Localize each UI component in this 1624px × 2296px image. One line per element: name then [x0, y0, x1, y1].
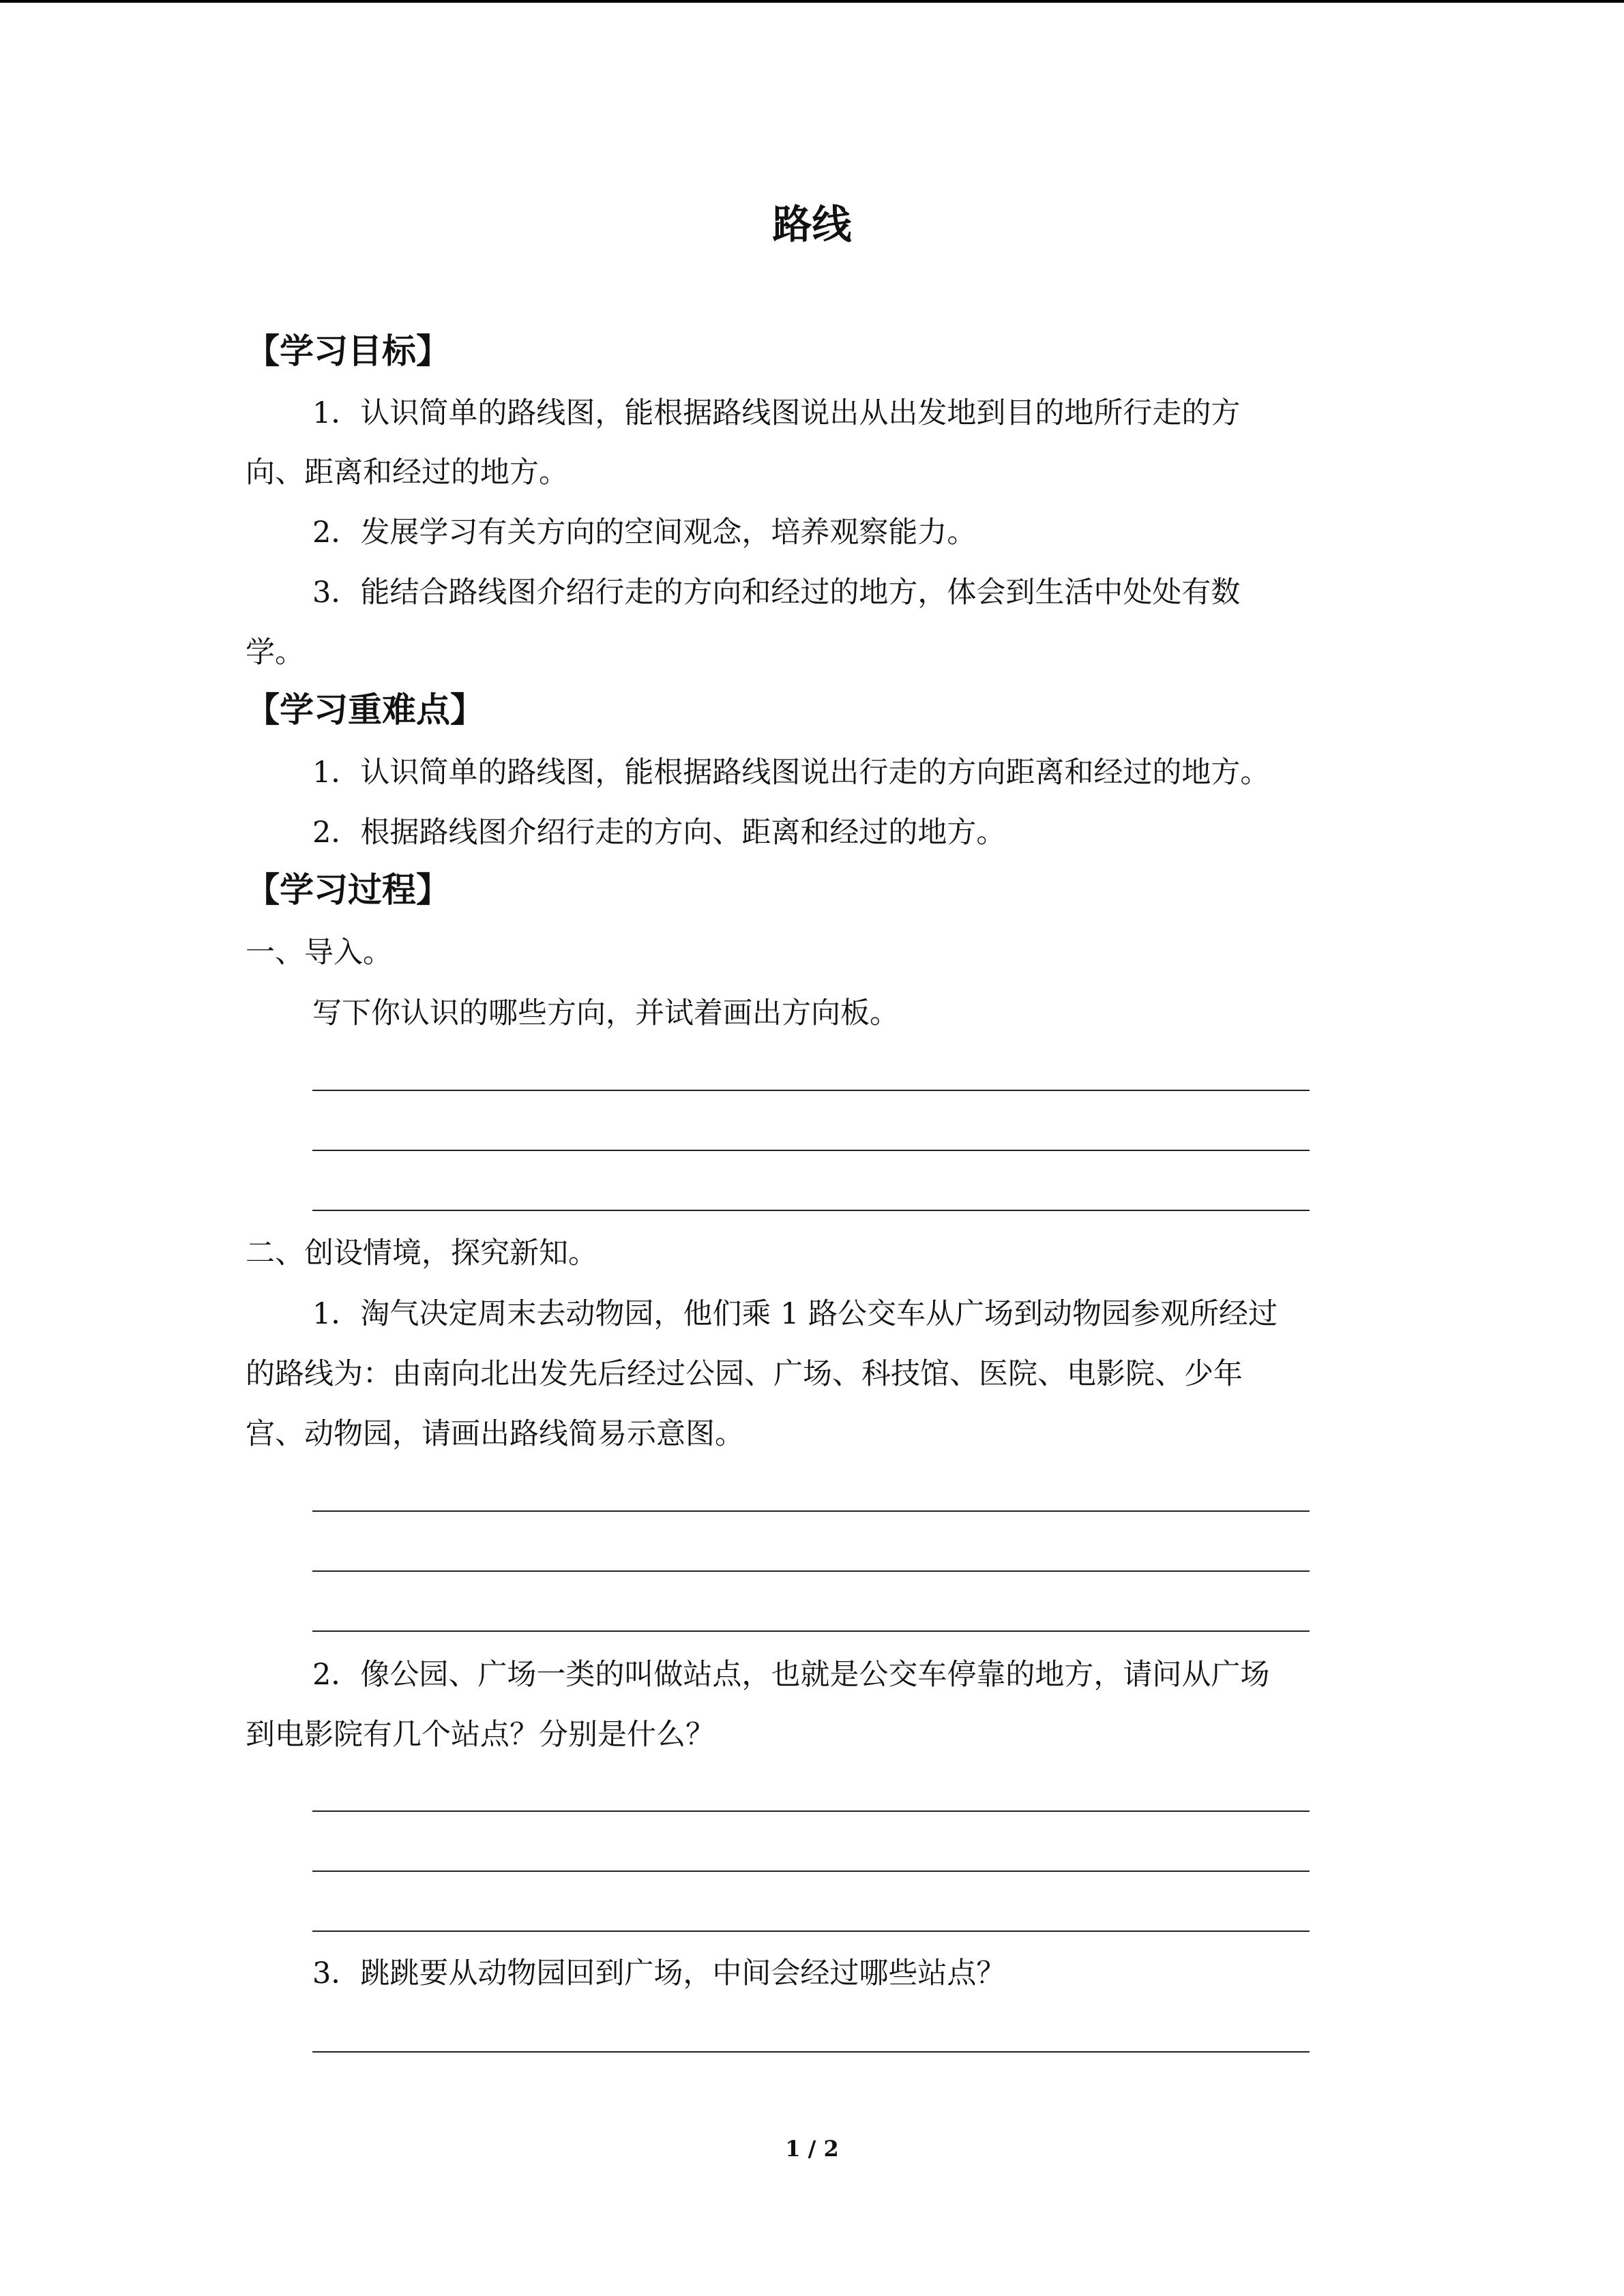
question-1-line-1: 1．淘气决定周末去动物园，他们乘 1 路公交车从广场到动物园参观所经过: [312, 1297, 1278, 1331]
answer-line: [312, 1150, 1310, 1151]
answer-line: [312, 1210, 1310, 1211]
answer-line: [312, 1510, 1310, 1512]
part-1-heading: 一、导入。: [246, 936, 392, 970]
answer-line: [312, 1630, 1310, 1632]
question-1-line-2: 的路线为：由南向北出发先后经过公园、广场、科技馆、医院、电影院、少年: [246, 1357, 1243, 1391]
objective-3-line-1: 3．能结合路线图介绍行走的方向和经过的地方，体会到生活中处处有数: [312, 576, 1241, 610]
part-1-prompt: 写下你认识的哪些方向，并试着画出方向板。: [312, 996, 899, 1030]
objective-3-line-2: 学。: [246, 636, 304, 670]
key-point-2: 2．根据路线图介绍行走的方向、距离和经过的地方。: [312, 816, 1006, 850]
answer-line: [312, 1930, 1310, 1932]
objective-2: 2．发展学习有关方向的空间观念，培养观察能力。: [312, 516, 977, 550]
answer-line: [312, 1090, 1310, 1091]
question-3: 3．跳跳要从动物园回到广场，中间会经过哪些站点？: [312, 1956, 1006, 1991]
page-title: 路线: [772, 201, 852, 248]
answer-line: [312, 1810, 1310, 1812]
objective-1-line-2: 向、距离和经过的地方。: [246, 456, 568, 490]
question-1-line-3: 宫、动物园，请画出路线简易示意图。: [246, 1417, 744, 1451]
page-top-border: [0, 0, 1624, 3]
objective-1-line-1: 1．认识简单的路线图，能根据路线图说出从出发地到目的地所行走的方: [312, 396, 1241, 430]
page-number: 1 / 2: [785, 2136, 839, 2162]
answer-line: [312, 1570, 1310, 1572]
answer-line: [312, 1870, 1310, 1872]
question-2-line-2: 到电影院有几个站点？分别是什么？: [246, 1718, 715, 1752]
key-point-1: 1．认识简单的路线图，能根据路线图说出行走的方向距离和经过的地方。: [312, 756, 1270, 790]
part-2-heading: 二、创设情境，探究新知。: [246, 1236, 597, 1270]
question-2-line-1: 2．像公园、广场一类的叫做站点，也就是公交车停靠的地方，请问从广场: [312, 1658, 1270, 1692]
section-heading-process: 【学习过程】: [246, 870, 450, 910]
answer-line: [312, 2051, 1310, 2053]
section-heading-objectives: 【学习目标】: [246, 331, 450, 371]
section-heading-key-points: 【学习重难点】: [246, 690, 484, 730]
